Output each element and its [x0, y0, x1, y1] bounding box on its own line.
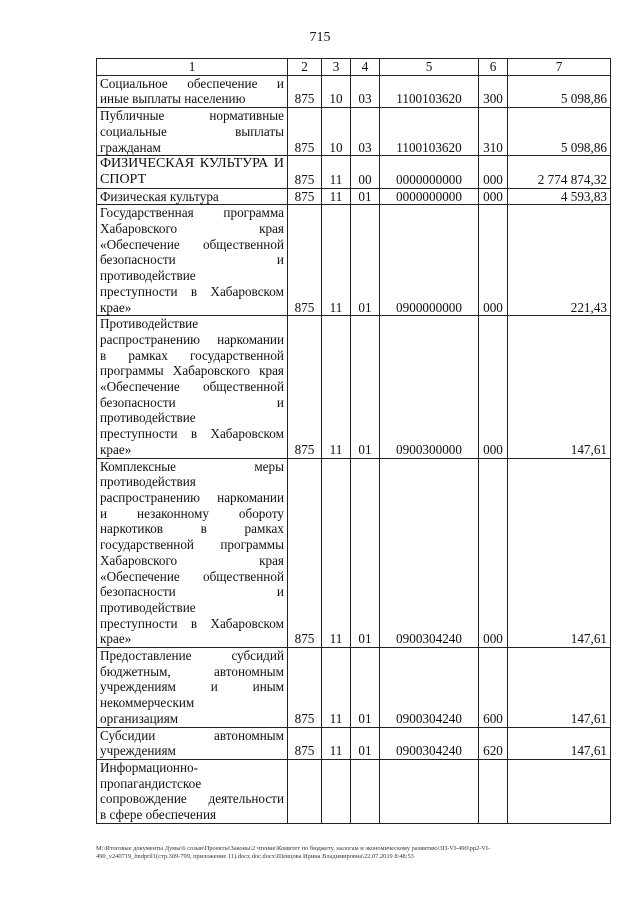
row-name-line: противодействие: [100, 268, 196, 284]
header-col-3: 3: [322, 59, 351, 76]
expense-type-cell: 600: [479, 648, 508, 728]
header-col-2: 2: [288, 59, 322, 76]
row-name-line: бюджетным, автономным: [100, 663, 284, 679]
expense-type-cell: 000: [479, 458, 508, 647]
target-article-cell: 0900304240: [380, 648, 479, 728]
expense-type-cell: 000: [479, 188, 508, 205]
row-name-line: пропагандистское: [100, 775, 202, 791]
row-name-line: преступности в Хабаровском: [100, 426, 284, 442]
row-name-line: наркотиков в рамках: [100, 521, 284, 537]
expense-type-cell: 000: [479, 205, 508, 316]
target-article-cell: 0000000000: [380, 188, 479, 205]
code-subsection-cell: 00: [351, 156, 380, 188]
code-subsection-cell: 01: [351, 727, 380, 759]
amount-cell: 147,61: [508, 316, 611, 458]
row-name-line: Хабаровского края: [100, 221, 284, 237]
table-row: [97, 759, 611, 823]
code-subsection-cell: [351, 759, 380, 823]
target-article-cell: 0000000000: [380, 156, 479, 188]
target-article-cell: 0900304240: [380, 727, 479, 759]
header-col-7: 7: [508, 59, 611, 76]
amount-cell: 5 098,86: [508, 75, 611, 107]
table-row: [97, 205, 611, 316]
code-section-cell: 11: [322, 648, 351, 728]
row-name-line: в рамках государственной: [100, 347, 284, 363]
row-name-line: распространению наркомании: [100, 489, 284, 505]
table-row: [97, 458, 611, 647]
row-name-line: Субсидии автономным: [100, 727, 284, 743]
document-footer: [96, 845, 616, 861]
expense-type-cell: 310: [479, 108, 508, 156]
table-row: [97, 156, 611, 188]
budget-table: [96, 58, 611, 824]
row-name-line: «Обеспечение общественной: [100, 379, 284, 395]
code-section-cell: 11: [322, 727, 351, 759]
row-name-line: учреждениям и иным: [100, 679, 284, 695]
target-article-cell: [380, 759, 479, 823]
row-name-line: СПОРТ: [100, 171, 147, 187]
amount-cell: 147,61: [508, 458, 611, 647]
target-article-cell: 0900000000: [380, 205, 479, 316]
header-col-1: 1: [97, 59, 288, 76]
row-name-cell: [97, 727, 288, 759]
table-row: [97, 316, 611, 458]
row-name-line: гражданам: [100, 139, 161, 155]
code-admin-cell: 875: [288, 727, 322, 759]
amount-cell: 221,43: [508, 205, 611, 316]
code-admin-cell: 875: [288, 75, 322, 107]
row-name-line: некоммерческим: [100, 695, 195, 711]
code-admin-cell: 875: [288, 108, 322, 156]
target-article-cell: 1100103620: [380, 75, 479, 107]
row-name-cell: [97, 648, 288, 728]
row-name-line: безопасности и: [100, 252, 284, 268]
code-section-cell: 11: [322, 316, 351, 458]
code-section-cell: 10: [322, 108, 351, 156]
amount-cell: 147,61: [508, 727, 611, 759]
amount-cell: 2 774 874,32: [508, 156, 611, 188]
code-subsection-cell: 01: [351, 188, 380, 205]
expense-type-cell: [479, 759, 508, 823]
row-name-line: крае»: [100, 631, 132, 647]
target-article-cell: 0900304240: [380, 458, 479, 647]
code-subsection-cell: 01: [351, 458, 380, 647]
row-name-cell: [97, 188, 288, 205]
header-col-4: 4: [351, 59, 380, 76]
row-name-line: организациям: [100, 710, 179, 726]
target-article-cell: 1100103620: [380, 108, 479, 156]
row-name-line: преступности в Хабаровском: [100, 615, 284, 631]
table-row: [97, 188, 611, 205]
row-name-line: крае»: [100, 299, 132, 315]
code-subsection-cell: 03: [351, 75, 380, 107]
row-name-line: противодействие: [100, 599, 196, 615]
code-section-cell: 11: [322, 188, 351, 205]
row-name-line: Государственная программа: [100, 205, 284, 221]
expense-type-cell: 620: [479, 727, 508, 759]
amount-cell: 4 593,83: [508, 188, 611, 205]
row-name-line: Физическая культура: [100, 188, 219, 204]
code-subsection-cell: 01: [351, 648, 380, 728]
amount-cell: [508, 759, 611, 823]
row-name-line: Информационно-: [100, 759, 199, 775]
code-subsection-cell: 01: [351, 205, 380, 316]
code-admin-cell: [288, 759, 322, 823]
row-name-line: противодействия: [100, 474, 196, 490]
row-name-line: Хабаровского края: [100, 552, 284, 568]
code-subsection-cell: 03: [351, 108, 380, 156]
row-name-line: государственной программы: [100, 537, 284, 553]
row-name-line: преступности в Хабаровском: [100, 283, 284, 299]
code-section-cell: 10: [322, 75, 351, 107]
target-article-cell: 0900300000: [380, 316, 479, 458]
expense-type-cell: 300: [479, 75, 508, 107]
header-col-6: 6: [479, 59, 508, 76]
code-section-cell: 11: [322, 156, 351, 188]
row-name-line: ФИЗИЧЕСКАЯ КУЛЬТУРА И: [100, 156, 284, 172]
table-row: [97, 648, 611, 728]
code-section-cell: 11: [322, 205, 351, 316]
row-name-line: социальные выплаты: [100, 123, 284, 139]
footer-path-line-2: 490_v240719_bndpril1(стр.309-799, приложение 11).docx.doc.docx\Шевцова Ирина Владимировна\22.07.2019 8:48:53: [96, 853, 414, 860]
row-name-line: Противодействие: [100, 316, 199, 332]
expense-type-cell: 000: [479, 316, 508, 458]
code-admin-cell: 875: [288, 156, 322, 188]
page-number: 715: [309, 30, 331, 45]
code-admin-cell: 875: [288, 648, 322, 728]
row-name-line: учреждениям: [100, 743, 176, 759]
table-row: [97, 75, 611, 107]
expense-type-cell: 000: [479, 156, 508, 188]
code-section-cell: 11: [322, 458, 351, 647]
row-name-line: иные выплаты населению: [100, 91, 246, 107]
row-name-line: безопасности и: [100, 394, 284, 410]
row-name-cell: [97, 759, 288, 823]
row-name-line: и незаконному обороту: [100, 505, 284, 521]
row-name-cell: [97, 205, 288, 316]
code-admin-cell: 875: [288, 458, 322, 647]
row-name-cell: [97, 108, 288, 156]
row-name-line: программы Хабаровского края: [100, 363, 284, 379]
row-name-line: в сфере обеспечения: [100, 807, 217, 823]
row-name-line: противодействие: [100, 410, 196, 426]
amount-cell: 5 098,86: [508, 108, 611, 156]
row-name-line: «Обеспечение общественной: [100, 236, 284, 252]
row-name-line: безопасности и: [100, 584, 284, 600]
row-name-line: «Обеспечение общественной: [100, 568, 284, 584]
row-name-line: сопровождение деятельности: [100, 791, 284, 807]
code-subsection-cell: 01: [351, 316, 380, 458]
header-col-5: 5: [380, 59, 479, 76]
footer-path-line-1: M:\Итоговые документы Думы\6 созыв\Проекты\Законы\2 чтение\Комитет по бюджету, налогам и экономическому развитию\3П-VI-490\рр2-VI-: [96, 845, 491, 852]
row-name-cell: [97, 156, 288, 188]
code-admin-cell: 875: [288, 316, 322, 458]
row-name-line: распространению наркомании: [100, 331, 284, 347]
table-row: [97, 727, 611, 759]
table-header-row: [97, 59, 611, 76]
code-section-cell: [322, 759, 351, 823]
row-name-cell: [97, 458, 288, 647]
row-name-line: крае»: [100, 441, 132, 457]
table-body: [97, 75, 611, 823]
row-name-line: Социальное обеспечение и: [100, 75, 284, 91]
row-name-cell: [97, 75, 288, 107]
row-name-cell: [97, 316, 288, 458]
row-name-line: Предоставление субсидий: [100, 648, 284, 664]
table-row: [97, 108, 611, 156]
amount-cell: 147,61: [508, 648, 611, 728]
row-name-line: Публичные нормативные: [100, 108, 284, 124]
row-name-line: Комплексные меры: [100, 458, 284, 474]
code-admin-cell: 875: [288, 188, 322, 205]
code-admin-cell: 875: [288, 205, 322, 316]
